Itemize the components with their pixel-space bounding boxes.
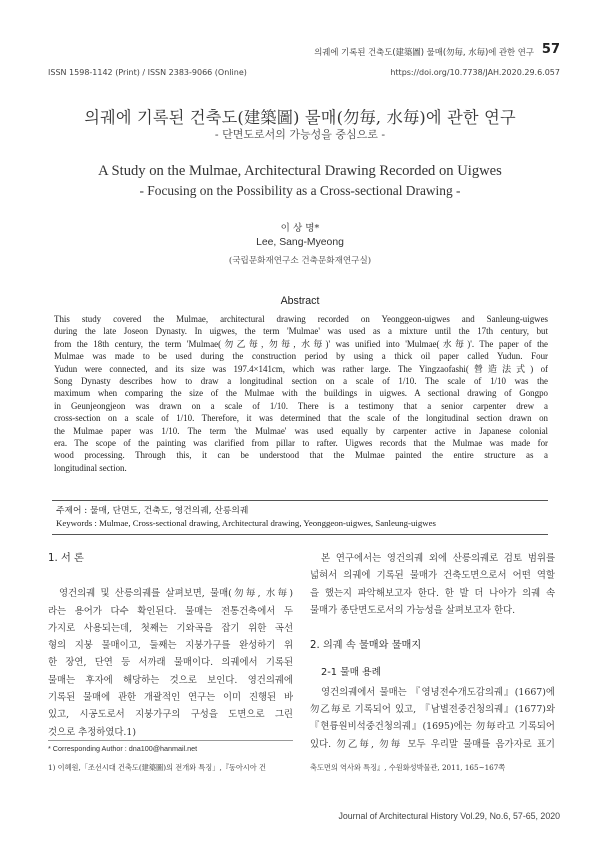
paragraph-line: 을 했는지 파악해보고자 한다. 한 발 더 나아가 의궤 속 (310, 587, 555, 599)
paragraph-line: 영건의궤에서 물매는 『영녕전수개도감의궤』(1667)에 (321, 686, 555, 698)
page-number: 57 (541, 42, 560, 57)
keywords-korean: 주제어 : 물매, 단면도, 건축도, 영건의궤, 산릉의궤 (56, 506, 249, 516)
abstract-line: maximum when comparing the size of the Mulmae with the buildings in uigwes. A sectional drawing of Gongpo (54, 388, 548, 399)
korean-title: 의궤에 기록된 건축도(建築圖) 물매(勿毎, 水毎)에 관한 연구 (84, 108, 516, 127)
abstract-line: era. The scope of the painting was clarified from pillar to rafter. Uigwes records that the Mulmae was made for (54, 438, 548, 449)
running-title: 의궤에 기록된 건축도(建築圖) 물매(勿毎, 水毎)에 관한 연구 (314, 47, 534, 57)
footnote-1: 1) 이혜원,「조선시대 건축도(建築圖)의 전개와 특징」,『동아시아 건 (48, 763, 266, 772)
paragraph-line: 넓혀서 의궤에 기록된 물매가 건축도면으로서 어떤 역할 (310, 570, 555, 582)
author-affiliation: (국립문화재연구소 건축문화재연구실) (228, 256, 372, 266)
paragraph-line: 勿乙毎로 기록되어 있고, 『남별전중건청의궤』(1677)와 (310, 704, 555, 716)
paragraph-line: 물매는 후자에 해당하는 것으로 보인다. 영건의궤에 (48, 674, 293, 686)
abstract-line: Yudun were connected, and its size was 197.4×141cm, which was rather large. The Yingzaofashi(營造法式) of (54, 363, 548, 374)
paragraph (310, 684, 555, 753)
author-korean: 이 상 명* (280, 223, 320, 234)
paragraph-line: 있고, 시공도로서 지붕가구의 구성을 도면으로 그린 (48, 709, 293, 721)
issn: ISSN 1598-1142 (Print) / ISSN 2383-9066 (Online) (48, 68, 247, 77)
abstract-line: Song Dynasty describes how to draw a longitudinal section on a scale of 1/10. The scale of 1/10 was the (54, 376, 548, 387)
corresponding-author-note: * Corresponding Author : dna100@hanmail.net (48, 744, 198, 753)
paragraph-line: 것으로 추정하였다.1) (48, 726, 137, 738)
paragraph (48, 585, 293, 741)
abstract-line: the Mulmae paper was 1/10. The term 'the Mulmae' was used equally by carpenter active in Japanese colonial (54, 425, 548, 436)
abstract-heading: Abstract (280, 295, 320, 307)
paragraph-line: 물매가 종단면도로서의 가능성을 살펴보고자 한다. (310, 604, 516, 616)
abstract-line: longitudinal section. (54, 462, 127, 473)
abstract-line: wood processing. Through this, it can be understood that the Mulmae painted the entire structure as a (54, 450, 548, 461)
paragraph-line: 라는 용어가 다수 확인된다. 물매는 전통건축에서 두 (48, 605, 293, 617)
abstract-line: This study covered the Mulmae, architectural drawing recorded on Yeonggeon-uigwes and Sanleung-uigwes (54, 314, 548, 324)
paragraph-line: 형의 지붕 물매이고, 둘째는 지붕가구를 완성하기 위 (48, 640, 293, 652)
paragraph-line: 한 장연, 단연 등 서까래 물매이다. 의궤에서 기록된 (48, 657, 293, 669)
korean-subtitle: - 단면도로서의 가능성을 중심으로 - (214, 128, 386, 141)
footnote-1-continued: 축도면의 역사와 특징』, 수원화성박물관, 2011, 165~167쪽 (310, 763, 506, 772)
footnote-rule (48, 740, 293, 741)
paragraph-line: 있다. 勿乙毎, 勿毎 모두 우리말 물매를 음가자로 표기 (310, 738, 555, 750)
keywords-top-rule (52, 500, 548, 501)
right-column (310, 550, 555, 753)
journal-reference: Journal of Architectural History Vol.29, No.6, 57-65, 2020 (338, 811, 560, 821)
paragraph-line: 기록된 물매에 관한 개괄적인 연구는 이미 진행된 바 (48, 692, 293, 704)
abstract-line: from the 18th century, the term 'Mulmae(勿乙毎, 勿毎, 水毎)' was unified into 'Mulmae(水毎)'. The paper of the (54, 338, 548, 349)
abstract-line: in Geunjeongjeon was drawn on a scale of 1/10. There is a testimony that a senior carpenter drew a (54, 400, 548, 411)
section-heading: 2. 의궤 속 물매와 물매지 (310, 640, 422, 652)
abstract-line: cross-section on a scale of 1/10. Therefore, it was determined that the scale of the longitudinal section drawn on (54, 413, 548, 424)
paragraph (310, 550, 555, 619)
keywords-bottom-rule (52, 534, 548, 535)
paragraph-line: 영건의궤 및 산릉의궤를 살펴보면, 물매(勿毎, 水毎) (59, 588, 293, 600)
subsection-heading: 2-1 물매 용례 (321, 667, 382, 679)
left-column (48, 550, 293, 741)
author-english: Lee, Sang-Myeong (256, 237, 344, 248)
paragraph-line: 가지로 사용되는데, 첫째는 기와곡을 잡기 위한 곡선 (48, 622, 293, 634)
english-subtitle: - Focusing on the Possibility as a Cross-sectional Drawing - (139, 183, 461, 198)
english-title: A Study on the Mulmae, Architectural Drawing Recorded on Uigwes (98, 163, 502, 179)
section-heading: 1. 서 론 (48, 553, 84, 564)
paragraph-line: 『현륭원비석중건청의궤』(1695)에는 勿毎라고 기록되어 (310, 721, 555, 733)
abstract-body (54, 313, 548, 474)
keywords-english: Keywords : Mulmae, Cross-sectional drawing, Architectural drawing, Yeonggeon-uigwes, Sanleung-uigwes (56, 518, 436, 528)
abstract-line: during the late Joseon Dynasty. In uigwes, the term 'Mulmae' was used as a mixture until the 17th century, but (54, 326, 548, 337)
doi-link[interactable]: https://doi.org/10.7738/JAH.2020.29.6.057 (390, 68, 560, 77)
abstract-line: Mulmae was made to be used during the construction period by using a thick oil paper called Yudun. Four (54, 351, 548, 362)
paragraph-line: 본 연구에서는 영건의궤 외에 산릉의궤로 검토 범위를 (321, 553, 555, 564)
